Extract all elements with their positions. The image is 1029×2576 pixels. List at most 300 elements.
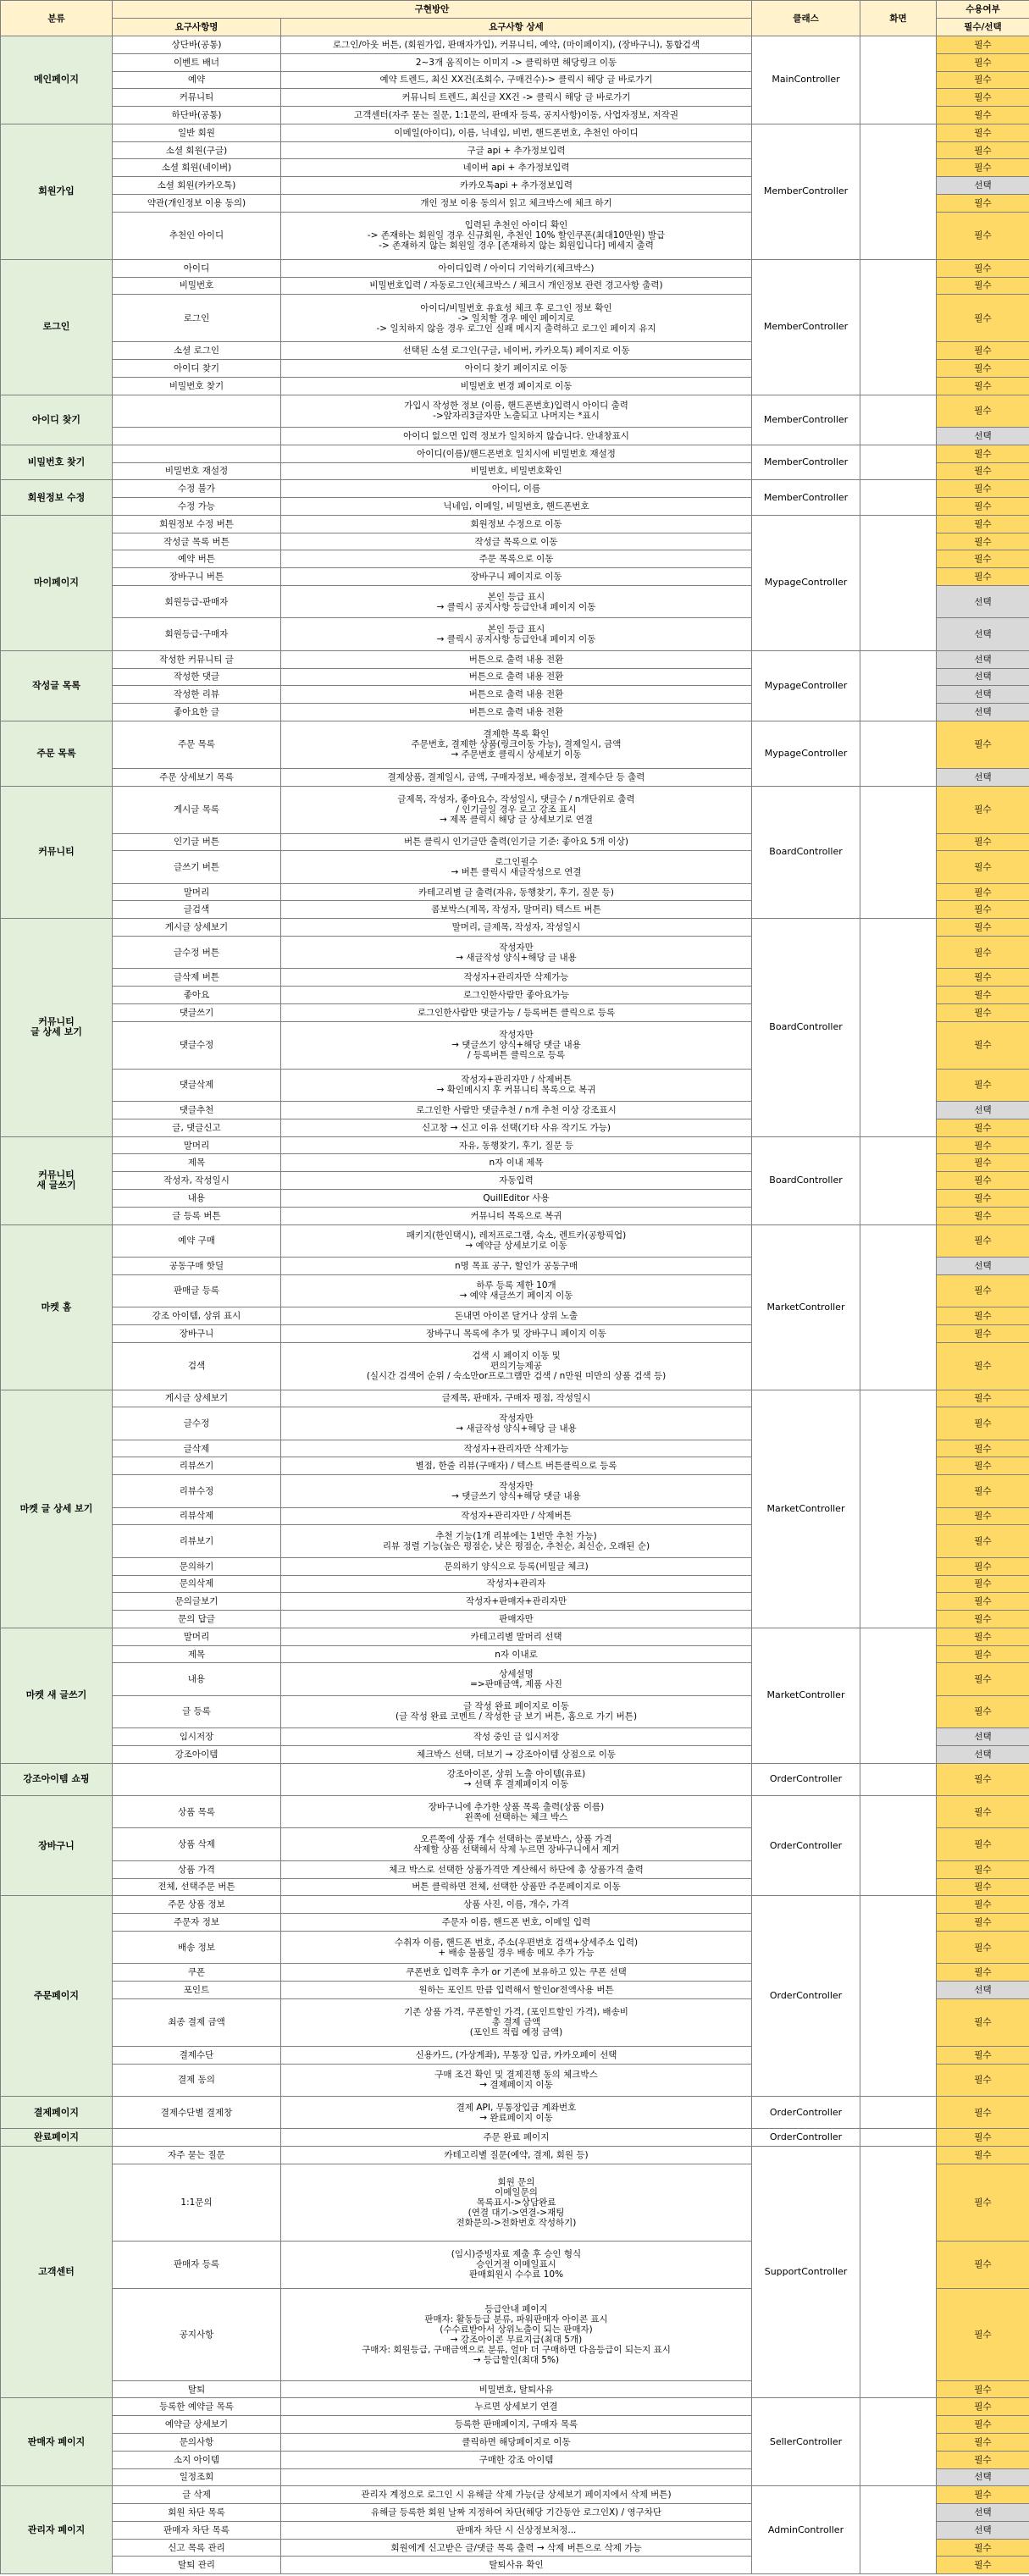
table-row bbox=[1, 259, 1029, 277]
requirement-detail-cell: 추천 기능(1개 리뷰에는 1번만 추천 가능) 리뷰 정렬 기능(높은 평점순, 낮은 평점순, 추천순, 최신순, 오래된 순) bbox=[281, 1525, 752, 1557]
necessity-cell: 필수 bbox=[937, 2433, 1029, 2451]
necessity-cell: 필수 bbox=[937, 2539, 1029, 2557]
table-row bbox=[1, 1763, 1029, 1795]
requirement-name-cell: 예약글 상세보기 bbox=[113, 2416, 281, 2434]
class-cell: OrderController bbox=[752, 1796, 860, 1896]
requirement-detail-cell: 말머리, 글제목, 작성자, 작성일시 bbox=[281, 919, 752, 937]
requirement-name-cell: 비밀번호 bbox=[113, 277, 281, 295]
table-row bbox=[1, 650, 1029, 668]
requirement-detail-cell: 기존 상품 가격, 쿠폰할인 가격, (포인트할인 가격), 배송비 총 결제 금액 (포인트 적립 예정 금액) bbox=[281, 1998, 752, 2046]
requirement-name-cell: 작성한 커뮤니티 글 bbox=[113, 650, 281, 668]
screen-cell bbox=[860, 1796, 937, 1896]
necessity-cell: 선택 bbox=[937, 2521, 1029, 2539]
necessity-cell: 필수 bbox=[937, 1390, 1029, 1407]
necessity-cell: 필수 bbox=[937, 360, 1029, 378]
requirement-detail-cell: 판매자만 bbox=[281, 1611, 752, 1628]
requirement-detail-cell bbox=[281, 2468, 752, 2486]
necessity-cell: 필수 bbox=[937, 377, 1029, 395]
screen-cell bbox=[860, 919, 937, 1136]
requirement-name-cell: 이벤트 배너 bbox=[113, 53, 281, 71]
requirement-name-cell: 결제수단별 결제창 bbox=[113, 2096, 281, 2128]
requirement-detail-cell: 장바구니에 추가한 상품 목록 출력(상품 이름) 왼쪽에 선택하는 체크 박스 bbox=[281, 1796, 752, 1828]
requirement-name-cell: 포인트 bbox=[113, 1982, 281, 1999]
requirement-detail-cell: 2~3개 움직이는 이미지 -> 클릭하면 해당링크 이동 bbox=[281, 53, 752, 71]
table-row bbox=[1, 124, 1029, 141]
screen-cell bbox=[860, 480, 937, 516]
requirement-name-cell: 내용 bbox=[113, 1663, 281, 1695]
requirement-detail-cell: 개인 정보 이용 동의서 읽고 체크박스에 체크 하기 bbox=[281, 195, 752, 213]
screen-cell bbox=[860, 2398, 937, 2486]
requirement-detail-cell: 작성자만 → 댓글쓰기 양식+해당 댓글 내용 / 등록버튼 클릭으로 등록 bbox=[281, 1021, 752, 1069]
header-row-1 bbox=[1, 1, 1029, 19]
necessity-cell: 필수 bbox=[937, 141, 1029, 159]
class-cell: MemberController bbox=[752, 480, 860, 516]
requirement-name-cell: 리뷰삭제 bbox=[113, 1507, 281, 1525]
necessity-cell: 필수 bbox=[937, 1069, 1029, 1101]
requirement-name-cell bbox=[113, 445, 281, 462]
requirement-detail-cell: 비밀번호입력 / 자동로그인(체크박스 / 체크시 개인정보 관련 경고사항 출력) bbox=[281, 277, 752, 295]
necessity-cell: 선택 bbox=[937, 2504, 1029, 2522]
requirement-name-cell: 장바구니 bbox=[113, 1324, 281, 1342]
necessity-cell: 필수 bbox=[937, 2557, 1029, 2574]
necessity-cell: 필수 bbox=[937, 1931, 1029, 1963]
screen-cell bbox=[860, 445, 937, 480]
requirement-name-cell: 게시글 상세보기 bbox=[113, 919, 281, 937]
necessity-cell: 필수 bbox=[937, 851, 1029, 883]
requirement-name-cell: 말머리 bbox=[113, 883, 281, 901]
screen-cell bbox=[860, 2096, 937, 2128]
category-cell: 커뮤니티 bbox=[1, 786, 113, 919]
necessity-cell: 필수 bbox=[937, 259, 1029, 277]
necessity-cell: 필수 bbox=[937, 2241, 1029, 2288]
requirement-detail-cell: 작성자만 → 새글작성 양식+해당 글 내용 bbox=[281, 937, 752, 969]
requirement-detail-cell: 글 작성 완료 페이지로 이동 (글 작성 완료 코멘트 / 작성한 글 보기 버튼, 홈으로 가기 버튼) bbox=[281, 1695, 752, 1727]
screen-cell bbox=[860, 2486, 937, 2574]
table-row bbox=[1, 1136, 1029, 1154]
requirement-detail-cell: 원하는 포인트 만큼 입력해서 할인or전액사용 버튼 bbox=[281, 1982, 752, 1999]
requirement-detail-cell: 고객센터(자주 묻는 질문, 1:1문의, 판매자 등록, 공지사항)이동, 사업자정보, 저작권 bbox=[281, 107, 752, 124]
table-row bbox=[1, 2486, 1029, 2504]
category-cell: 장바구니 bbox=[1, 1796, 113, 1896]
requirement-detail-cell: (임시)증빙자료 제출 후 승인 형식 승인거절 이메일표시 판매회원시 수수료 10% bbox=[281, 2241, 752, 2288]
requirement-name-cell: 강조아이템 bbox=[113, 1745, 281, 1763]
necessity-cell: 필수 bbox=[937, 1172, 1029, 1190]
requirement-name-cell: 글, 댓글신고 bbox=[113, 1119, 281, 1136]
requirement-name-cell: 소셜 회원(카카오톡) bbox=[113, 177, 281, 195]
necessity-cell: 필수 bbox=[937, 1663, 1029, 1695]
requirement-name-cell: 탈퇴 관리 bbox=[113, 2557, 281, 2574]
screen-cell bbox=[860, 2129, 937, 2147]
necessity-cell: 필수 bbox=[937, 107, 1029, 124]
necessity-cell: 필수 bbox=[937, 1828, 1029, 1860]
necessity-cell: 필수 bbox=[937, 2380, 1029, 2398]
requirement-name-cell: 일정조회 bbox=[113, 2468, 281, 2486]
necessity-cell: 필수 bbox=[937, 1224, 1029, 1257]
screen-cell bbox=[860, 259, 937, 395]
necessity-cell: 필수 bbox=[937, 1507, 1029, 1525]
category-cell: 마켓 새 글쓰기 bbox=[1, 1628, 113, 1763]
necessity-cell: 선택 bbox=[937, 177, 1029, 195]
class-cell: OrderController bbox=[752, 2129, 860, 2147]
requirement-detail-cell: 작성자+관리자만 삭제가능 bbox=[281, 969, 752, 987]
table-row bbox=[1, 36, 1029, 54]
table-row bbox=[1, 919, 1029, 937]
necessity-cell: 필수 bbox=[937, 721, 1029, 768]
requirement-detail-cell: 예약 트렌드, 최신 XX건(조회수, 구매건수)-> 클릭시 해당 글 바로가기 bbox=[281, 71, 752, 89]
necessity-cell: 필수 bbox=[937, 2416, 1029, 2434]
header-class: 클래스 bbox=[752, 1, 860, 36]
requirement-detail-cell: 등록한 판매페이지, 구매자 목록 bbox=[281, 2416, 752, 2434]
requirement-detail-cell: 장바구니 목록에 추가 및 장바구니 페이지 이동 bbox=[281, 1324, 752, 1342]
necessity-cell: 필수 bbox=[937, 1964, 1029, 1982]
table-row bbox=[1, 515, 1029, 533]
category-cell: 마이페이지 bbox=[1, 515, 113, 650]
necessity-cell: 필수 bbox=[937, 2046, 1029, 2064]
requirement-name-cell: 예약 버튼 bbox=[113, 550, 281, 568]
requirement-name-cell: 작성자, 작성일시 bbox=[113, 1172, 281, 1190]
header-screen: 화면 bbox=[860, 1, 937, 36]
necessity-cell: 필수 bbox=[937, 2064, 1029, 2096]
requirement-name-cell bbox=[113, 427, 281, 445]
requirement-name-cell: 회원등급-판매자 bbox=[113, 586, 281, 618]
requirement-name-cell: 상단바(공통) bbox=[113, 36, 281, 54]
necessity-cell: 선택 bbox=[937, 668, 1029, 686]
requirement-name-cell: 예약 bbox=[113, 71, 281, 89]
requirement-name-cell: 소셜 회원(네이버) bbox=[113, 159, 281, 177]
necessity-cell: 필수 bbox=[937, 1628, 1029, 1645]
class-cell: SupportController bbox=[752, 2147, 860, 2398]
requirement-name-cell: 공지사항 bbox=[113, 2288, 281, 2380]
requirement-name-cell: 공동구매 핫딜 bbox=[113, 1257, 281, 1274]
necessity-cell: 필수 bbox=[937, 445, 1029, 462]
screen-cell bbox=[860, 1136, 937, 1224]
necessity-cell: 필수 bbox=[937, 124, 1029, 141]
screen-cell bbox=[860, 395, 937, 445]
requirement-detail-cell: 이메일(아이디), 이름, 닉네임, 비번, 핸드폰번호, 추천인 아이디 bbox=[281, 124, 752, 141]
requirement-detail-cell: 구글 api + 추가정보입력 bbox=[281, 141, 752, 159]
necessity-cell: 필수 bbox=[937, 1878, 1029, 1896]
requirement-detail-cell: 아이디(이름)/핸드폰번호 일치시에 비밀번호 재설정 bbox=[281, 445, 752, 462]
requirement-detail-cell: 클릭하면 해당페이지로 이동 bbox=[281, 2433, 752, 2451]
table-row bbox=[1, 480, 1029, 498]
necessity-cell: 필수 bbox=[937, 212, 1029, 259]
screen-cell bbox=[860, 721, 937, 786]
necessity-cell: 필수 bbox=[937, 786, 1029, 833]
requirement-detail-cell: 판매자 차단 시 신상정보처정... bbox=[281, 2521, 752, 2539]
screen-cell bbox=[860, 650, 937, 721]
requirement-name-cell: 주문 상세보기 목록 bbox=[113, 768, 281, 786]
class-cell: MemberController bbox=[752, 259, 860, 395]
necessity-cell: 필수 bbox=[937, 533, 1029, 550]
requirement-detail-cell: 탈퇴사유 확인 bbox=[281, 2557, 752, 2574]
requirement-detail-cell: 버튼으로 출력 내용 전환 bbox=[281, 686, 752, 704]
requirement-name-cell: 상품 가격 bbox=[113, 1860, 281, 1878]
requirement-detail-cell: 카테고리별 글 출력(자유, 동행찾기, 후기, 질문 등) bbox=[281, 883, 752, 901]
requirement-name-cell: 게시글 목록 bbox=[113, 786, 281, 833]
requirement-detail-cell: 누르면 상세보기 연결 bbox=[281, 2398, 752, 2416]
necessity-cell: 필수 bbox=[937, 833, 1029, 851]
header-req-name: 요구사항명 bbox=[113, 19, 281, 36]
screen-cell bbox=[860, 1224, 937, 1390]
necessity-cell: 필수 bbox=[937, 1763, 1029, 1795]
necessity-cell: 필수 bbox=[937, 159, 1029, 177]
requirement-detail-cell: 강조아이콘, 상위 노출 아이템(유료) → 선택 후 결제페이지 이동 bbox=[281, 1763, 752, 1795]
screen-cell bbox=[860, 36, 937, 124]
necessity-cell: 선택 bbox=[937, 427, 1029, 445]
requirement-name-cell: 작성한 리뷰 bbox=[113, 686, 281, 704]
requirement-detail-cell: 패키지(한인택시), 레저프로그램, 숙소, 렌트카(공항픽업) → 예약글 상세보기로 이동 bbox=[281, 1224, 752, 1257]
table-row bbox=[1, 2129, 1029, 2147]
requirement-detail-cell: QuillEditor 사용 bbox=[281, 1189, 752, 1207]
category-cell: 비밀번호 찾기 bbox=[1, 445, 113, 480]
class-cell: MarketController bbox=[752, 1390, 860, 1628]
requirement-detail-cell: 주문자 이름, 핸드폰 번호, 이메일 입력 bbox=[281, 1914, 752, 1932]
requirement-name-cell: 내용 bbox=[113, 1189, 281, 1207]
requirement-name-cell: 글 삭제 bbox=[113, 2486, 281, 2504]
screen-cell bbox=[860, 2147, 937, 2398]
requirement-name-cell: 자주 묻는 질문 bbox=[113, 2147, 281, 2164]
requirement-name-cell bbox=[113, 395, 281, 427]
category-cell: 회원정보 수정 bbox=[1, 480, 113, 516]
necessity-cell: 필수 bbox=[937, 568, 1029, 586]
necessity-cell: 필수 bbox=[937, 1324, 1029, 1342]
requirement-name-cell: 글수정 bbox=[113, 1407, 281, 1440]
necessity-cell: 필수 bbox=[937, 1525, 1029, 1557]
necessity-cell: 필수 bbox=[937, 969, 1029, 987]
requirement-detail-cell: 글제목, 판매자, 구매자 평점, 작성일시 bbox=[281, 1390, 752, 1407]
requirement-name-cell: 문의하기 bbox=[113, 1557, 281, 1575]
table-row bbox=[1, 1628, 1029, 1645]
requirement-name-cell: 댓글추천 bbox=[113, 1102, 281, 1119]
requirement-detail-cell: 커뮤니티 트렌드, 최신글 XX건 -> 클릭시 해당 글 바로가기 bbox=[281, 89, 752, 107]
necessity-cell: 필수 bbox=[937, 1475, 1029, 1507]
necessity-cell: 필수 bbox=[937, 1189, 1029, 1207]
requirement-detail-cell: 작성자만 → 새글작성 양식+해당 글 내용 bbox=[281, 1407, 752, 1440]
requirement-name-cell: 글수정 버튼 bbox=[113, 937, 281, 969]
requirement-detail-cell: 주문 목록으로 이동 bbox=[281, 550, 752, 568]
necessity-cell: 선택 bbox=[937, 704, 1029, 721]
requirement-detail-cell: n자 이내 제목 bbox=[281, 1154, 752, 1172]
header-ness-sub: 필수/선택 bbox=[937, 19, 1029, 36]
requirement-name-cell: 글쓰기 버튼 bbox=[113, 851, 281, 883]
necessity-cell: 필수 bbox=[937, 1136, 1029, 1154]
necessity-cell: 필수 bbox=[937, 937, 1029, 969]
requirement-name-cell: 댓글쓰기 bbox=[113, 1003, 281, 1021]
requirement-detail-cell: 버튼 클릭하면 전체, 선택한 상품만 주문페이지로 이동 bbox=[281, 1878, 752, 1896]
class-cell: MarketController bbox=[752, 1224, 860, 1390]
necessity-cell: 필수 bbox=[937, 1796, 1029, 1828]
class-cell: AdminController bbox=[752, 2486, 860, 2574]
class-cell: OrderController bbox=[752, 1763, 860, 1795]
requirement-detail-cell: 유해글 등록한 회원 날짜 지정하여 차단(해당 기간동안 로그인X) / 영구차단 bbox=[281, 2504, 752, 2522]
necessity-cell: 필수 bbox=[937, 1457, 1029, 1475]
requirement-detail-cell: 작성자+판매자+관리자만 bbox=[281, 1593, 752, 1611]
requirement-detail-cell: 자동입력 bbox=[281, 1172, 752, 1190]
necessity-cell: 필수 bbox=[937, 36, 1029, 54]
requirement-name-cell: 아이디 찾기 bbox=[113, 360, 281, 378]
necessity-cell: 필수 bbox=[937, 1914, 1029, 1932]
class-cell: OrderController bbox=[752, 1896, 860, 2097]
requirement-detail-cell: 신고창 → 신고 이유 선택(기타 사유 작기도 가능) bbox=[281, 1119, 752, 1136]
table-row bbox=[1, 786, 1029, 833]
necessity-cell: 필수 bbox=[937, 901, 1029, 919]
category-cell: 마켓 홈 bbox=[1, 1224, 113, 1390]
requirement-detail-cell: 로그인/아웃 버튼, (회원가입, 판매자가입), 커뮤니티, 예약, (마이페이지), (장바구니), 통합검색 bbox=[281, 36, 752, 54]
requirement-detail-cell: 구매한 강조 아이템 bbox=[281, 2451, 752, 2468]
table-row bbox=[1, 1224, 1029, 1257]
requirement-name-cell: 소셜 로그인 bbox=[113, 342, 281, 360]
requirement-detail-cell: n명 목표 공구, 할인가 공동구매 bbox=[281, 1257, 752, 1274]
requirement-detail-cell: 신용카드, (가상계좌), 무통장 입금, 카카오페이 선택 bbox=[281, 2046, 752, 2064]
requirement-detail-cell: n자 이내로 bbox=[281, 1645, 752, 1663]
necessity-cell: 필수 bbox=[937, 2486, 1029, 2504]
requirement-detail-cell: 돈내면 아이콘 달거나 상위 노출 bbox=[281, 1307, 752, 1325]
requirement-name-cell: 1:1문의 bbox=[113, 2164, 281, 2241]
requirement-detail-cell: 아이디입력 / 아이디 기억하기(체크박스) bbox=[281, 259, 752, 277]
requirement-name-cell: 수정 불가 bbox=[113, 480, 281, 498]
screen-cell bbox=[860, 515, 937, 650]
requirement-name-cell: 리뷰쓰기 bbox=[113, 1457, 281, 1475]
requirement-name-cell: 주문 상품 정보 bbox=[113, 1896, 281, 1914]
requirement-detail-cell: 관리자 계정으로 로그인 시 유해글 삭제 가능(글 상세보기 페이지에서 삭제 버튼) bbox=[281, 2486, 752, 2504]
screen-cell bbox=[860, 1896, 937, 2097]
category-cell: 완료페이지 bbox=[1, 2129, 113, 2147]
category-cell: 회원가입 bbox=[1, 124, 113, 259]
necessity-cell: 필수 bbox=[937, 295, 1029, 342]
requirement-name-cell: 판매자 등록 bbox=[113, 2241, 281, 2288]
requirement-name-cell: 소지 아이템 bbox=[113, 2451, 281, 2468]
requirement-name-cell: 신고 목록 관리 bbox=[113, 2539, 281, 2557]
requirement-name-cell: 제목 bbox=[113, 1645, 281, 1663]
necessity-cell: 필수 bbox=[937, 395, 1029, 427]
screen-cell bbox=[860, 786, 937, 919]
requirement-detail-cell: 자유, 동행찾기, 후기, 질문 등 bbox=[281, 1136, 752, 1154]
requirement-name-cell: 판매자 차단 목록 bbox=[113, 2521, 281, 2539]
necessity-cell: 선택 bbox=[937, 1102, 1029, 1119]
requirement-name-cell: 주문 목록 bbox=[113, 721, 281, 768]
necessity-cell: 필수 bbox=[937, 1207, 1029, 1224]
necessity-cell: 필수 bbox=[937, 195, 1029, 213]
necessity-cell: 선택 bbox=[937, 1257, 1029, 1274]
class-cell: BoardController bbox=[752, 1136, 860, 1224]
necessity-cell: 선택 bbox=[937, 618, 1029, 650]
table-row bbox=[1, 1390, 1029, 1407]
necessity-cell: 필수 bbox=[937, 277, 1029, 295]
category-cell: 결제페이지 bbox=[1, 2096, 113, 2128]
requirement-detail-cell: 본인 등급 표시 → 클릭시 공지사항 등급안내 페이지 이동 bbox=[281, 586, 752, 618]
requirement-name-cell: 작성글 목록 버튼 bbox=[113, 533, 281, 550]
category-cell: 커뮤니티 글 상세 보기 bbox=[1, 919, 113, 1136]
necessity-cell: 필수 bbox=[937, 1611, 1029, 1628]
necessity-cell: 필수 bbox=[937, 1645, 1029, 1663]
requirement-name-cell: 글검색 bbox=[113, 901, 281, 919]
requirement-name-cell: 회원정보 수정 버튼 bbox=[113, 515, 281, 533]
necessity-cell: 필수 bbox=[937, 1307, 1029, 1325]
necessity-cell: 필수 bbox=[937, 2147, 1029, 2164]
requirement-name-cell: 배송 정보 bbox=[113, 1931, 281, 1963]
necessity-cell: 선택 bbox=[937, 686, 1029, 704]
requirement-name-cell: 예약 구매 bbox=[113, 1224, 281, 1257]
requirement-detail-cell: 회원정보 수정으로 이동 bbox=[281, 515, 752, 533]
requirement-detail-cell: 입력된 추천인 아이디 확인 -> 존재하는 회원일 경우 신규회원, 추천인 10% 할인쿠폰(최대10만원) 발급 -> 존재하지 않는 회원일 경우 [존재하지 않는 회원입니다] 메세지 출력 bbox=[281, 212, 752, 259]
requirement-name-cell: 검색 bbox=[113, 1342, 281, 1390]
requirement-detail-cell: 구매 조건 확인 및 결제진행 동의 체크박스 → 결제페이지 이동 bbox=[281, 2064, 752, 2096]
requirement-detail-cell: 아이디/비밀번호 유효성 체크 후 로그인 정보 확인 -> 일치할 경우 메인 페이지로 -> 일치하지 않을 경우 로그인 실패 메시지 출력하고 로그인 페이지 유지 bbox=[281, 295, 752, 342]
class-cell: MemberController bbox=[752, 395, 860, 445]
requirement-detail-cell: 닉네임, 이메일, 비밀번호, 핸드폰번호 bbox=[281, 498, 752, 516]
requirement-name-cell: 약관(개인정보 이용 동의) bbox=[113, 195, 281, 213]
requirement-name-cell: 글삭제 bbox=[113, 1440, 281, 1457]
requirement-detail-cell: 문의하기 양식으로 등록(비밀글 체크) bbox=[281, 1557, 752, 1575]
requirement-detail-cell: 작성자만 → 댓글쓰기 양식+해당 댓글 내용 bbox=[281, 1475, 752, 1507]
necessity-cell: 필수 bbox=[937, 1154, 1029, 1172]
requirement-detail-cell: 네이버 api + 추가정보입력 bbox=[281, 159, 752, 177]
requirement-detail-cell: 글제목, 작성자, 좋아요수, 작성일시, 댓글수 / n개단위로 출력 / 인기글일 경우 로고 강조 표시 → 제목 클릭시 해당 글 상세보기로 연결 bbox=[281, 786, 752, 833]
header-impl: 구현방안 bbox=[113, 1, 752, 19]
requirement-detail-cell: 로그인한사람만 댓글가능 / 등록버튼 클릭으로 등록 bbox=[281, 1003, 752, 1021]
requirement-name-cell: 전체, 선택주문 버튼 bbox=[113, 1878, 281, 1896]
requirement-detail-cell: 로그인한 사람만 댓글추천 / n개 추천 이상 강조표시 bbox=[281, 1102, 752, 1119]
requirement-detail-cell: 로그인한사람만 좋아요가능 bbox=[281, 987, 752, 1004]
requirement-detail-cell: 작성자+관리자만 삭제가능 bbox=[281, 1440, 752, 1457]
requirement-name-cell: 댓글삭제 bbox=[113, 1069, 281, 1101]
requirement-name-cell: 추천인 아이디 bbox=[113, 212, 281, 259]
table-row bbox=[1, 445, 1029, 462]
header-category: 분류 bbox=[1, 1, 113, 36]
requirement-detail-cell: 검색 시 페이지 이동 및 편의기능제공 (실시간 검색어 순위 / 숙소만or프로그램만 검색 / n만원 미만의 상품 검색 등) bbox=[281, 1342, 752, 1390]
category-cell: 작성글 목록 bbox=[1, 650, 113, 721]
requirement-detail-cell: 아이디 없으면 입력 정보가 일치하지 않습니다. 안내창표시 bbox=[281, 427, 752, 445]
requirement-name-cell: 문의 답글 bbox=[113, 1611, 281, 1628]
necessity-cell: 선택 bbox=[937, 768, 1029, 786]
class-cell: MypageController bbox=[752, 515, 860, 650]
requirement-detail-cell: 아이디 찾기 페이지로 이동 bbox=[281, 360, 752, 378]
necessity-cell: 필수 bbox=[937, 71, 1029, 89]
requirement-name-cell: 제목 bbox=[113, 1154, 281, 1172]
requirement-detail-cell: 결제상품, 결제일시, 금액, 구매자정보, 배송정보, 결제수단 등 출력 bbox=[281, 768, 752, 786]
requirement-name-cell: 로그인 bbox=[113, 295, 281, 342]
table-row bbox=[1, 2147, 1029, 2164]
requirement-name-cell: 글삭제 버튼 bbox=[113, 969, 281, 987]
requirement-name-cell: 장바구니 버튼 bbox=[113, 568, 281, 586]
necessity-cell: 필수 bbox=[937, 1342, 1029, 1390]
necessity-cell: 필수 bbox=[937, 1119, 1029, 1136]
requirement-name-cell: 최종 결제 금액 bbox=[113, 1998, 281, 2046]
requirement-detail-cell: 쿠폰번호 입력후 추가 or 기존에 보유하고 있는 쿠폰 선택 bbox=[281, 1964, 752, 1982]
necessity-cell: 필수 bbox=[937, 1440, 1029, 1457]
necessity-cell: 선택 bbox=[937, 586, 1029, 618]
screen-cell bbox=[860, 1763, 937, 1795]
requirement-detail-cell: 버튼으로 출력 내용 전환 bbox=[281, 650, 752, 668]
requirement-name-cell: 소셜 회원(구글) bbox=[113, 141, 281, 159]
requirement-detail-cell: 작성자+관리자만 / 삭제버튼 bbox=[281, 1507, 752, 1525]
requirement-detail-cell: 비밀번호 변경 페이지로 이동 bbox=[281, 377, 752, 395]
category-cell: 로그인 bbox=[1, 259, 113, 395]
requirement-detail-cell: 버튼으로 출력 내용 전환 bbox=[281, 668, 752, 686]
table-row bbox=[1, 1796, 1029, 1828]
necessity-cell: 필수 bbox=[937, 1998, 1029, 2046]
necessity-cell: 필수 bbox=[937, 2288, 1029, 2380]
category-cell: 주문 목록 bbox=[1, 721, 113, 786]
requirement-name-cell: 비밀번호 재설정 bbox=[113, 462, 281, 480]
requirement-detail-cell: 카테고리별 질문(예약, 결제, 회원 등) bbox=[281, 2147, 752, 2164]
requirement-name-cell: 좋아요한 글 bbox=[113, 704, 281, 721]
requirement-name-cell: 말머리 bbox=[113, 1136, 281, 1154]
class-cell: MypageController bbox=[752, 650, 860, 721]
table-row bbox=[1, 721, 1029, 768]
necessity-cell: 필수 bbox=[937, 1021, 1029, 1069]
requirement-detail-cell: 별점, 한줄 리뷰(구매자) / 텍스트 버튼클릭으로 등록 bbox=[281, 1457, 752, 1475]
